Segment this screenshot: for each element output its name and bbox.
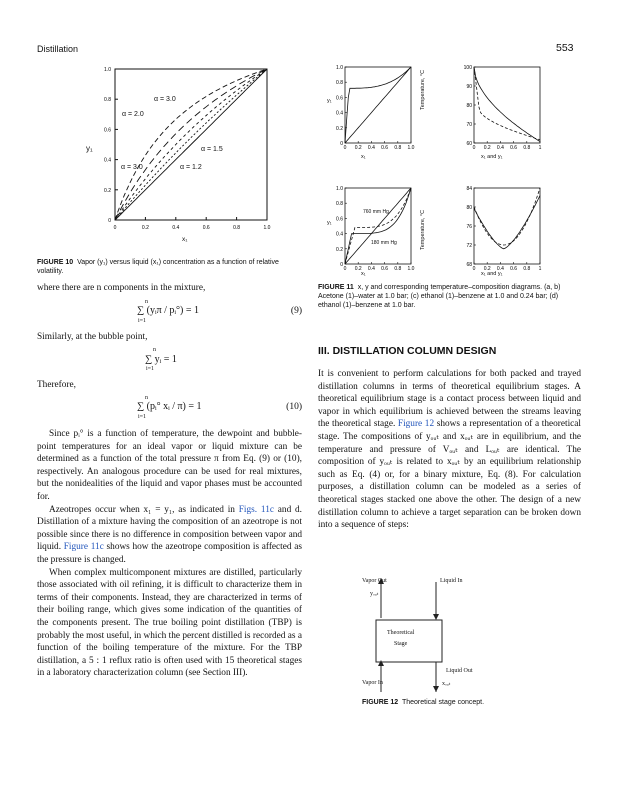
fig11a-y-tick-label: 0.4 [336, 110, 343, 117]
fig10-x-tick-label: 1.0 [263, 225, 271, 231]
label-liquid-in: Liquid In [440, 578, 463, 584]
fig11d-x-tick-label: 0.4 [496, 266, 504, 272]
label-vapor-in: Vapor In [362, 680, 383, 686]
eq9-sum-upper: n [145, 299, 148, 305]
fig11b-x-tick-label: 1 [538, 145, 542, 151]
curve-label-alpha-1-2: α = 1.2 [180, 164, 202, 171]
fig11b-y-tick-label: 70 [466, 122, 472, 128]
stages-text-2: shows a representation of a theoretical stage. The compositions of yₒᵤₜ and xₒᵤₜ are in equilibrium, and the temperature and pressure of Vₒᵤₜ and Lₒᵤₜ are identical. The composition of yₒᵤₜ is related to xₒᵤₜ by an equilibrium relationship such as Eq. (4) or, for a binary mixture, Eq. (8). For calculation purposes, a distillation column can be modeled as a series of theoretical stages stacked one above the other. The design of a new distillation column to achieve a target separation can be broken down into a sequence of steps: [318, 419, 581, 531]
fig11c-x-tick-label: 0.8 [394, 266, 402, 272]
fig11b-bubble [474, 67, 540, 140]
fig11c-annotation-760: 760 mm Hg [363, 209, 389, 215]
running-title: Distillation [37, 44, 79, 54]
fig11b-x-tick-label: 0.2 [483, 145, 491, 151]
curve-label-alpha-2: α = 2.0 [122, 111, 144, 118]
fig11a-x-tick-label: 0.4 [367, 145, 375, 151]
fig11c-y-tick-label: 0 [340, 262, 343, 268]
fig11b-x-tick-label: 0 [472, 145, 476, 151]
fig11b-x-tick-label: 0.4 [496, 145, 504, 151]
paragraph-stages [318, 368, 581, 532]
fig11b-y-tick-label: 90 [466, 84, 472, 90]
fig10-x-tick-label: 0.4 [172, 225, 180, 231]
equation-9 [137, 299, 302, 329]
fig10-y-tick-label: 1.0 [104, 67, 111, 73]
fig11b-dew [474, 67, 540, 142]
fig11a-y-tick-label: 0.2 [336, 125, 343, 132]
fig10-y-axis-label: y₁ [86, 144, 93, 153]
fig10-x-tick-label: 0.2 [141, 225, 149, 231]
fig11b-x-tick-label: 0.6 [510, 145, 518, 151]
theoretical-stage-box [376, 620, 442, 662]
fig11a-x-tick-label: 0.6 [381, 145, 389, 151]
eqb-sum-lower: i=1 [146, 366, 155, 372]
figure-11-caption-label: FIGURE 11 [318, 284, 354, 291]
figure-11-caption-text: x, y and corresponding temperature–composition diagrams. (a, b) Acetone (1)–water at 1.0 bar; (c) ethanol (1)–benzene at 1.0 and 0.24 bar; (d) ethanol (1)–benzene at 1.0 bar. [318, 284, 561, 309]
azeo-text-3: shows how the azeotrope composition is affected as the pressure is changed. [37, 542, 303, 565]
fig11c-x-tick-label: 1.0 [407, 266, 415, 272]
paragraph-dewpoint: Since pᵢ° is a function of temperature, the dewpoint and bubble-point temperatures for an ideal vapor or liquid mixture can be determined as a function of the total pressure π from Eq. (9) or (10), respectively. An analogous procedure can be used for real mixtures, but the nonidealities of the liquid and vapor phases must be accounted for. [37, 429, 302, 502]
fig11d-x-tick-label: 0.8 [523, 266, 531, 272]
fig10-y-tick-label: 0 [108, 218, 111, 224]
fig11d-x-tick-label: 0.6 [510, 266, 518, 272]
fig11d-x-tick-label: 0 [472, 266, 476, 272]
figure-12-caption-label: FIGURE 12 [362, 699, 399, 706]
fig11c-y-tick-label: 0.2 [336, 246, 343, 253]
curve-label-alpha-3: α = 3.0 [121, 164, 143, 171]
curve-label-alpha-1-5: α = 1.5 [201, 146, 223, 153]
fig11a-x-tick-label: 0.8 [394, 145, 402, 151]
paragraph-multicomponent: When complex multicomponent mixtures are distilled, particularly those associated with oil refining, it is difficult to characterize them in terms of their components. Instead, they are characterized in terms of their boiling range, which gives some indication of the quantities of the components present. The true boiling point distillation (TBP) is probably the most useful, in which the percent distilled is recorded as a function of the boiling temperature of the mixture. For the TBP distillation, a 5 : 1 reflux ratio is often used with 15 theoretical stages in a laboratory characterization column (see Section III). [37, 567, 302, 679]
section-heading: III. DISTILLATION COLUMN DESIGN [318, 345, 497, 357]
fig11a-y-label: y₁ [327, 98, 332, 104]
fig11c-y-tick-label: 0.6 [336, 216, 343, 223]
fig11b-x-label: x₁ and y₁ [481, 154, 503, 160]
fig11d-x-tick-label: 0.2 [483, 266, 491, 272]
fig10-y-tick-label: 0.6 [104, 127, 111, 134]
equation-10 [137, 395, 302, 425]
fig11b-x-tick-label: 0.8 [523, 145, 531, 151]
fig11c-x-tick-label: 0 [343, 266, 347, 272]
fig11d-y-tick-label: 72 [466, 243, 472, 249]
label-vapor-out: Vapor Out [362, 578, 387, 584]
fig11b-frame [474, 67, 540, 143]
fig11a-x-label: x₁ [361, 154, 366, 160]
fig10-curve-diagonal [115, 69, 267, 220]
fig11d-y-tick-label: 68 [466, 262, 472, 268]
therefore-text: Therefore, [37, 380, 76, 390]
fig11c-annotation-180: 180 mm Hg [371, 240, 397, 246]
figure-12-caption [362, 698, 484, 707]
eq10-sum-lower: i=1 [138, 414, 147, 420]
fig10-x-tick-label: 0.6 [202, 225, 210, 231]
fig11a-y-tick-label: 0 [340, 141, 343, 147]
equation-bubble [145, 347, 205, 377]
liquid-in-arrowhead [433, 614, 439, 620]
fig11b-y-tick-label: 60 [466, 141, 472, 147]
intro-paragraph: where there are n components in the mixture, [37, 283, 206, 293]
fig10-y-tick-label: 0.8 [104, 97, 111, 104]
eq9-number: (9) [290, 306, 302, 316]
figure-12-caption-text: Theoretical stage concept. [401, 699, 485, 706]
eq10-sum-upper: n [145, 395, 148, 401]
fig11c-x-tick-label: 0.2 [354, 266, 362, 272]
eq10-number: (10) [286, 402, 302, 412]
fig11c-x-tick-label: 0.6 [381, 266, 389, 272]
fig11a-y-tick-label: 1.0 [336, 65, 343, 71]
fig10-y-tick-label: 0.2 [104, 187, 111, 194]
figure-11-caption [318, 283, 580, 310]
figure-10-caption [37, 258, 302, 276]
left-column-body [37, 428, 302, 680]
fig11d-x-tick-label: 1 [538, 266, 542, 272]
label-stage-1: Theoretical [387, 630, 415, 636]
fig11c-x-tick-label: 0.4 [367, 266, 375, 272]
fig10-y-tick-label: 0.4 [104, 157, 111, 164]
left-column-intro [37, 282, 302, 295]
fig11a-y-tick-label: 0.8 [336, 80, 343, 87]
fig11a-x-tick-label: 0.2 [354, 145, 362, 151]
figure-10-caption-text: Vapor (y₁) versus liquid (x₁) concentration as a function of relative volatility. [37, 259, 279, 275]
fig11a-x-tick-label: 0 [343, 145, 347, 151]
link-figs-11c[interactable]: Figs. 11c [238, 504, 274, 515]
stages-text-1: It is convenient to perform calculations for both packed and trayed distillation columns in terms of theoretical equilibrium stages. A theoretical equilibrium stage is a contact process between liquid and vapor in which equilibrium is achieved between the streams leaving the theoretical stage. [318, 369, 581, 430]
fig11c-y-tick-label: 0.8 [336, 201, 343, 208]
eqb-sum-upper: n [153, 347, 156, 353]
fig11a-diagonal [345, 67, 411, 143]
fig10-x-tick-label: 0.8 [233, 225, 241, 231]
fig11d-y-tick-label: 80 [466, 205, 472, 211]
label-liquid-out: Liquid Out [446, 668, 473, 674]
fig11b-y-tick-label: 100 [463, 65, 472, 71]
curve-label-alpha-3-top: α = 3.0 [154, 96, 176, 103]
right-column-body [318, 368, 581, 532]
fig11d-y-tick-label: 84 [466, 186, 472, 192]
fig11a-y-tick-label: 0.6 [336, 95, 343, 102]
fig11c-x-label: x₁ [361, 271, 366, 277]
eq9-body: ∑ (yᵢπ / pᵢ°) = 1 [137, 305, 200, 316]
eqb-body: ∑ yᵢ = 1 [145, 354, 177, 365]
link-figure-11c[interactable]: Figure 11c [63, 542, 104, 553]
azeo-text-1: Azeotropes occur when x₁ = y₁, as indicated in [49, 504, 239, 515]
label-stage-2: Stage [394, 641, 408, 647]
link-figure-12[interactable]: Figure 12 [397, 419, 435, 430]
fig11d-bubble [474, 196, 540, 249]
fig11b-y-tick-label: 80 [466, 103, 472, 109]
bubble-intro: Similarly, at the bubble point, [37, 332, 148, 342]
eq9-sum-lower: i=1 [138, 318, 147, 324]
fig10-x-axis-label: x₁ [182, 236, 188, 243]
eq10-body: ∑ (pᵢ° xᵢ / π) = 1 [137, 401, 202, 412]
fig10-x-tick-label: 0 [113, 225, 117, 231]
label-x-out: xₒᵤₜ [442, 681, 451, 687]
page-number: 553 [556, 42, 574, 54]
azeo-text-2: and d. Distillation of a mixture having the composition of an azeotrope is not possible since there is no difference in composition between vapor and liquid. [37, 504, 303, 553]
figure-11-lower-panels [328, 182, 550, 276]
figure-10-chart [84, 62, 284, 246]
fig11a-x-tick-label: 1.0 [407, 145, 415, 151]
fig11c-y-tick-label: 0.4 [336, 231, 343, 238]
fig11b-y-label: Temperature, °C [420, 69, 426, 110]
fig11c-y-label: y₁ [327, 220, 332, 226]
fig11c-y-tick-label: 1.0 [336, 186, 343, 192]
fig11d-y-tick-label: 76 [466, 224, 472, 230]
fig11d-y-label: Temperature, °C [420, 209, 426, 250]
fig11d-dew [474, 188, 540, 245]
liquid-out-arrowhead [433, 686, 439, 692]
label-y-out: yₒᵤₜ [370, 591, 379, 597]
paragraph-azeotropes [37, 504, 302, 567]
fig11d-x-label: x₁ and y₁ [481, 271, 503, 277]
figure-10-caption-label: FIGURE 10 [37, 259, 74, 266]
